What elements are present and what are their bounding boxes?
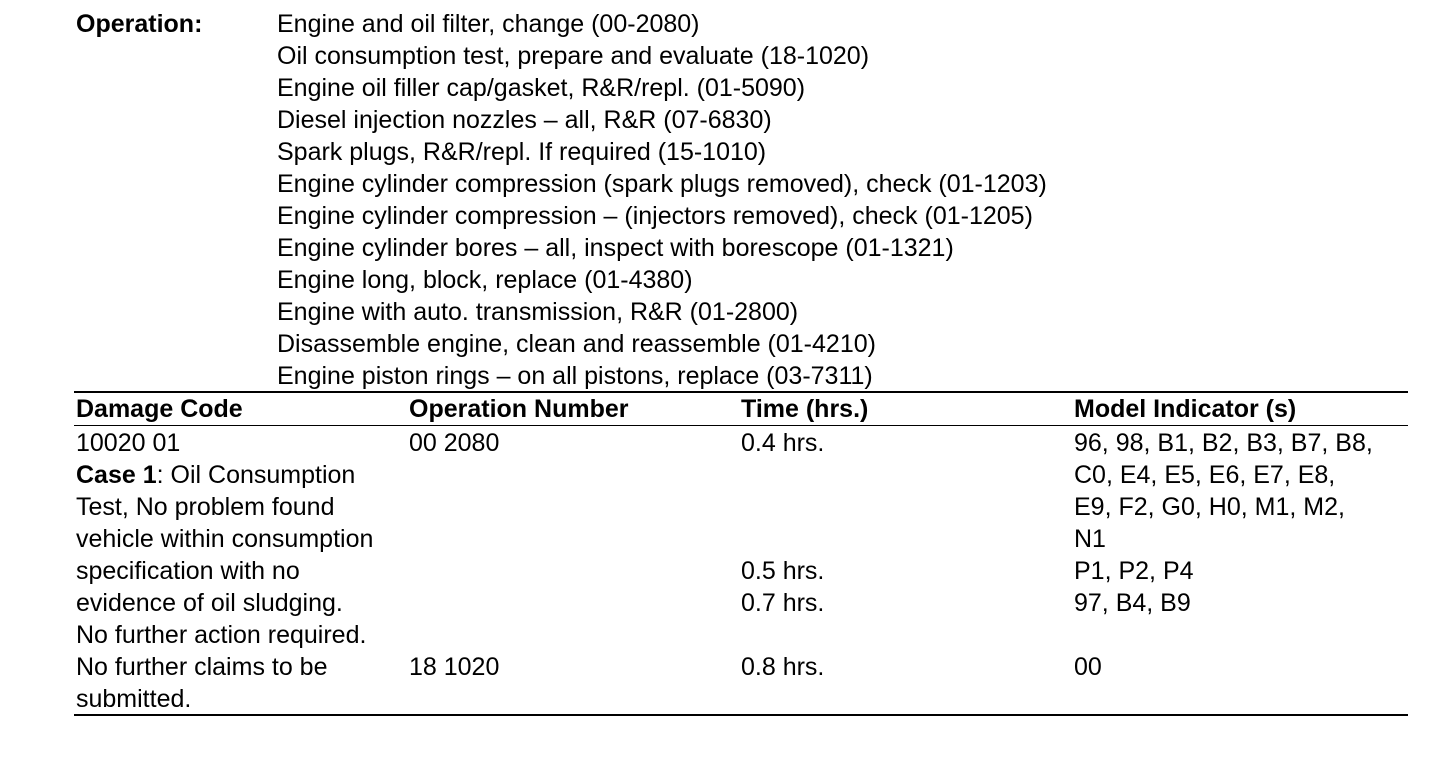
operation-item: Engine piston rings – on all pistons, replace (03-7311) xyxy=(277,362,873,390)
case-description-line: No further action required. xyxy=(76,621,367,649)
header-time: Time (hrs.) xyxy=(741,395,869,423)
model-indicator-line: 96, 98, B1, B2, B3, B7, B8, xyxy=(1074,429,1373,457)
model-indicator-group: P1, P2, P4 xyxy=(1074,557,1194,585)
time-value: 0.8 hrs. xyxy=(741,653,825,681)
case-label: Case 1 xyxy=(76,461,157,489)
model-indicator-group: 00 xyxy=(1074,653,1102,681)
case-description-line: specification with no xyxy=(76,557,300,585)
model-indicator-line: E9, F2, G0, H0, M1, M2, xyxy=(1074,493,1345,521)
model-indicator-group xyxy=(1074,427,1373,555)
operation-item: Oil consumption test, prepare and evaluate (18-1020) xyxy=(277,42,870,70)
operation-item: Engine with auto. transmission, R&R (01-2800) xyxy=(277,298,799,326)
header-model-indicator: Model Indicator (s) xyxy=(1074,395,1297,423)
model-indicator-line: N1 xyxy=(1074,525,1106,553)
operation-item: Engine cylinder compression (spark plugs removed), check (01-1203) xyxy=(277,170,1047,198)
operation-item: Engine cylinder bores – all, inspect with borescope (01-1321) xyxy=(277,234,954,262)
case-description-line: No further claims to be xyxy=(76,653,328,681)
case-heading xyxy=(76,459,373,491)
time-value: 0.5 hrs. xyxy=(741,557,825,585)
damage-code-cell xyxy=(76,427,373,715)
model-indicator-line: C0, E4, E5, E6, E7, E8, xyxy=(1074,461,1336,489)
damage-code: 10020 01 xyxy=(76,429,181,457)
header-damage-code: Damage Code xyxy=(76,395,243,423)
table-bottom-rule xyxy=(74,714,1408,716)
table-header-rule xyxy=(74,425,1408,426)
case-description-line: vehicle within consumption xyxy=(76,525,374,553)
operation-number-first: 00 2080 xyxy=(409,429,500,457)
operation-list xyxy=(277,8,1047,392)
model-indicator-group: 97, B4, B9 xyxy=(1074,589,1191,617)
operation-item: Spark plugs, R&R/repl. If required (15-1010) xyxy=(277,138,767,166)
time-value: 0.7 hrs. xyxy=(741,589,825,617)
case-description-line: evidence of oil sludging. xyxy=(76,589,343,617)
header-operation-number: Operation Number xyxy=(409,395,629,423)
case-description-line: submitted. xyxy=(76,685,192,713)
operation-item: Engine and oil filter, change (00-2080) xyxy=(277,10,700,38)
operation-item: Diesel injection nozzles – all, R&R (07-6830) xyxy=(277,106,772,134)
operation-number-second: 18 1020 xyxy=(409,653,500,681)
time-value: 0.4 hrs. xyxy=(741,429,825,457)
table-header-row xyxy=(0,394,1440,424)
operation-item: Engine oil filler cap/gasket, R&R/repl. (01-5090) xyxy=(277,74,806,102)
case-description-line: Test, No problem found xyxy=(76,493,335,521)
case-suffix: : Oil Consumption xyxy=(156,461,356,489)
table-top-rule xyxy=(74,391,1408,393)
operation-item: Disassemble engine, clean and reassemble (01-4210) xyxy=(277,330,876,358)
operation-item: Engine long, block, replace (01-4380) xyxy=(277,266,693,294)
operation-label: Operation: xyxy=(76,10,203,38)
operation-item: Engine cylinder compression – (injectors removed), check (01-1205) xyxy=(277,202,1033,230)
